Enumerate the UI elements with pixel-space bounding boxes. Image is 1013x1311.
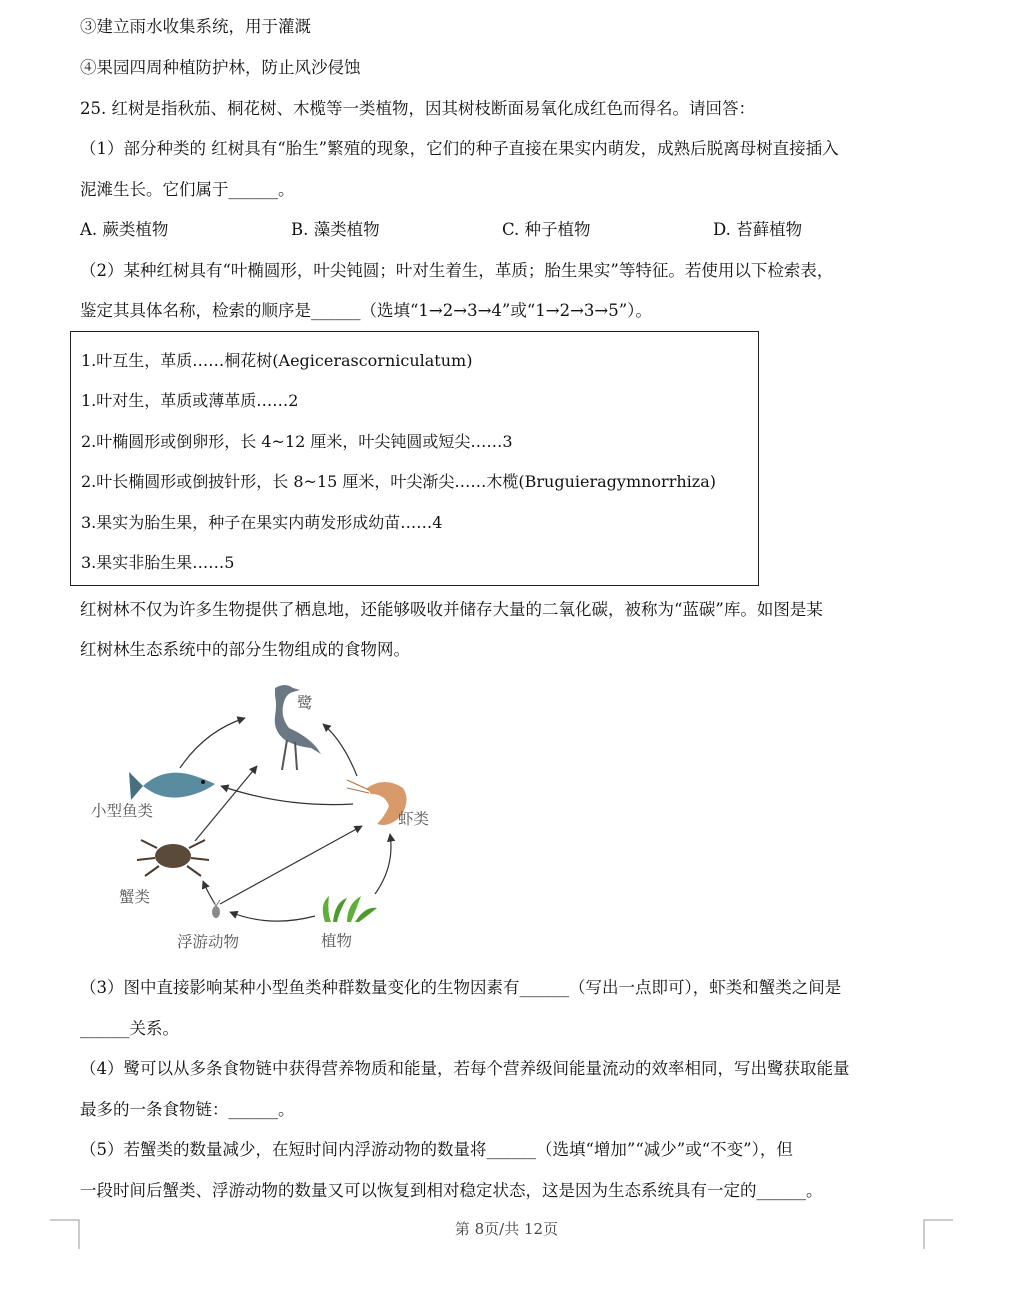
fish-label: 小型鱼类: [91, 802, 154, 820]
question-2-text: （2）某种红树具有“叶椭圆形，叶尖钝圆；叶对生着生，革质；胎生果实”等特征。若使用以下检索表，: [80, 261, 834, 280]
plant-icon: [323, 896, 377, 922]
crab-label: 蟹类: [119, 888, 151, 906]
key-row: 3.果实非胎生果……5: [81, 553, 235, 572]
plankton-label: 浮游动物: [177, 933, 240, 951]
question-1-text-cont: 泥滩生长。它们属于______。: [80, 180, 295, 199]
text-line: ③建立雨水收集系统，用于灌溉: [80, 17, 311, 36]
food-web-diagram: [85, 676, 455, 956]
page-footer: 第 8页/共 12页: [454, 1220, 559, 1238]
arrow-plankton-to-crab: [203, 881, 215, 904]
option-d: D. 苔藓植物: [713, 220, 803, 239]
arrow-plant-to-shrimp: [375, 834, 391, 894]
plant-label: 植物: [321, 932, 353, 950]
question-5-text: （5）若蟹类的数量减少，在短时间内浮游动物的数量将______（选填“增加”“减少”或“不变”），但: [80, 1140, 793, 1159]
arrow-crab-to-heron: [195, 766, 257, 841]
question-5-text-cont: 一段时间后蟹类、浮游动物的数量又可以恢复到相对稳定状态，这是因为生态系统具有一定的______。: [80, 1181, 823, 1200]
shrimp-label: 虾类: [398, 810, 430, 828]
heron-label: 鹭: [297, 694, 313, 712]
option-a: A. 蕨类植物: [80, 220, 169, 239]
option-b: B. 藻类植物: [291, 220, 380, 239]
option-c: C. 种子植物: [502, 220, 591, 239]
arrow-shrimp-to-heron: [323, 724, 357, 776]
key-row: 2.叶椭圆形或倒卵形，长 4~12 厘米，叶尖钝圆或短尖……3: [81, 432, 513, 451]
key-row: 1.叶互生，革质……桐花树(Aegicerascorniculatum): [81, 351, 473, 370]
paragraph-text-cont: 红树林生态系统中的部分生物组成的食物网。: [80, 640, 410, 659]
plankton-icon: [212, 900, 220, 918]
question-4-text: （4）鹭可以从多条食物链中获得营养物质和能量，若每个营养级间能量流动的效率相同，写出鹭获取能量: [80, 1059, 850, 1078]
arrow-shrimp-to-fish: [221, 786, 353, 805]
arrow-plant-to-plankton: [230, 912, 315, 921]
question-3-text-cont: ______关系。: [80, 1019, 179, 1038]
identification-key-table: [70, 331, 759, 586]
paragraph-text: 红树林不仅为许多生物提供了栖息地，还能够吸收并储存大量的二氧化碳，被称为“蓝碳”库。如图是某: [80, 600, 823, 619]
text-line: ④果园四周种植防护林，防止风沙侵蚀: [80, 58, 361, 77]
question-3-text: （3）图中直接影响某种小型鱼类种群数量变化的生物因素有______（写出一点即可），虾类和蟹类之间是: [80, 978, 842, 997]
question-4-text-cont: 最多的一条食物链：______。: [80, 1100, 295, 1119]
question-2-text-cont: 鉴定其具体名称，检索的顺序是______（选填“1→2→3→4”或“1→2→3→5”）。: [80, 301, 652, 320]
crab-icon: [137, 840, 209, 876]
key-row: 1.叶对生，革质或薄革质……2: [81, 391, 299, 410]
arrow-plankton-to-shrimp: [220, 826, 362, 904]
fish-icon: [129, 772, 215, 800]
key-row: 2.叶长椭圆形或倒披针形，长 8~15 厘米，叶尖渐尖……木榄(Bruguieragymnorrhiza): [81, 472, 716, 491]
key-row: 3.果实为胎生果，种子在果实内萌发形成幼苗……4: [81, 513, 443, 532]
question-25-title: 25. 红树是指秋茄、桐花树、木榄等一类植物，因其树枝断面易氧化成红色而得名。请回答：: [80, 99, 755, 118]
arrow-fish-to-heron: [180, 718, 245, 768]
question-1-text: （1）部分种类的 红树具有“胎生”繁殖的现象，它们的种子直接在果实内萌发，成熟后脱离母树直接插入: [80, 139, 839, 158]
